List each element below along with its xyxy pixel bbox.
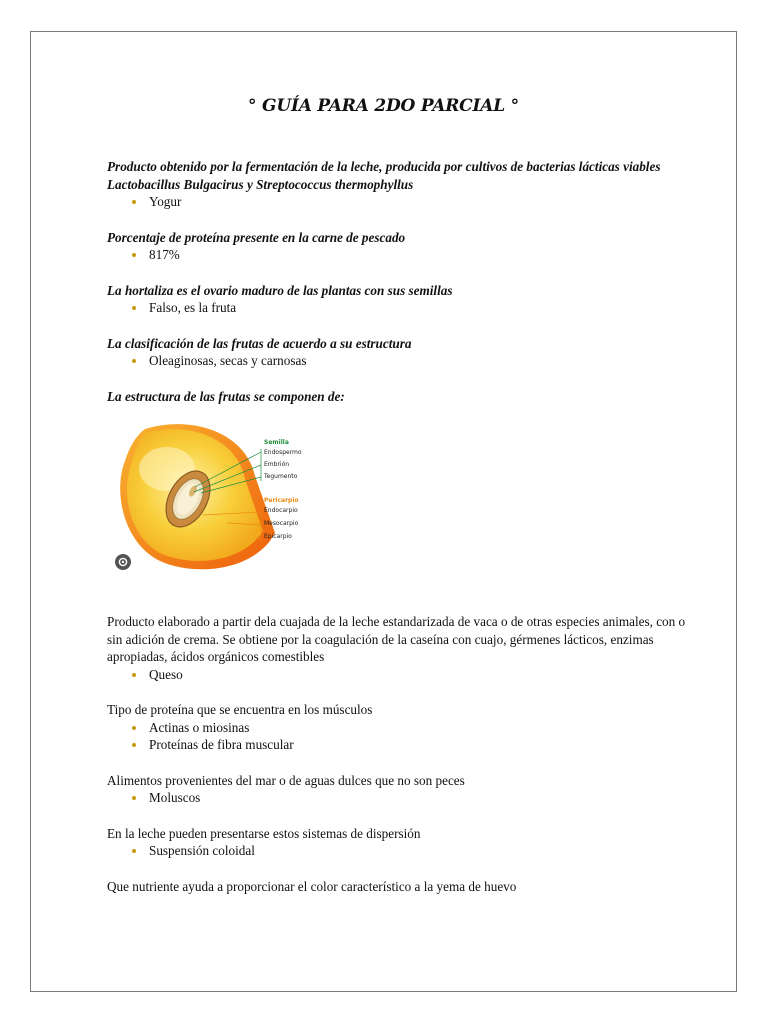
embryo-label: Embrión [264,461,290,468]
answer-item: Moluscos [149,789,687,807]
question-text: Alimentos provenientes del mar o de aguas dulces que no son peces [107,772,465,788]
seed-heading-label: Semilla [264,439,289,446]
mesocarp-label: Mesocarpio [264,520,299,527]
question-text: Producto obtenido por la fermentación de la leche, producida por cultivos de bacterias lácticas viables Lactobacillus Bulgacirus y Streptococcus thermophyllus [107,159,661,192]
answer-list [107,299,687,317]
endocarp-label: Endocarpio [264,507,298,514]
answer-list [107,789,687,807]
answer-list [107,666,687,684]
question-text: Tipo de proteína que se encuentra en los músculos [107,702,373,717]
answer-item: Falso, es la fruta [149,299,687,317]
fruit-structure-diagram [115,421,315,583]
answer-item: 817% [149,246,687,264]
page-title: ° GUÍA PARA 2DO PARCIAL ° [247,96,519,116]
endosperm-label: Endospermo [264,449,302,456]
answer-item: Oleaginosas, secas y carnosas [149,352,687,370]
section-proteina-musculos [107,701,687,754]
pericarp-heading-label: Pericarpio [264,497,299,504]
answer-list [107,842,687,860]
section-yema-huevo [107,878,687,896]
answer-item: Yogur [149,193,687,211]
section-hortaliza [107,282,687,317]
question-text: La estructura de las frutas se componen de: [107,388,345,404]
document-page [30,31,737,992]
question-text: La hortaliza es el ovario maduro de las plantas con sus semillas [107,282,453,298]
seed-coat-label: Tegumento [264,473,298,480]
section-dispersion-leche [107,825,687,860]
section-queso [107,613,687,683]
section-estructura-frutas [107,388,687,584]
answer-item: Proteínas de fibra muscular [149,736,687,754]
lens-icon[interactable] [115,554,131,570]
question-text: La clasificación de las frutas de acuerdo a su estructura [107,335,412,351]
epicarp-label: Epicarpio [264,533,292,540]
document-body [107,158,687,913]
answer-item: Actinas o miosinas [149,719,687,737]
section-clasificacion-frutas [107,335,687,370]
question-text: Que nutriente ayuda a proporcionar el color característico a la yema de huevo [107,878,517,894]
answer-list [107,719,687,754]
answer-list [107,193,687,211]
answer-list [107,352,687,370]
question-text: Producto elaborado a partir dela cuajada de la leche estandarizada de vaca o de otras especies animales, con o sin adición de crema. Se obtiene por la coagulación de la caseína con cuajo, gérmenes lácticos, enzimas apropiadas, ácidos orgánicos comestibles [107,614,686,664]
lens-icon-glyph [115,554,131,570]
answer-item: Queso [149,666,687,684]
question-text: En la leche pueden presentarse estos sistemas de dispersión [107,825,421,841]
section-yogur [107,158,687,211]
answer-list [107,246,687,264]
section-proteina-pescado [107,229,687,264]
answer-item: Suspensión coloidal [149,842,687,860]
question-text: Porcentaje de proteína presente en la carne de pescado [107,229,406,245]
section-mariscos [107,772,687,807]
